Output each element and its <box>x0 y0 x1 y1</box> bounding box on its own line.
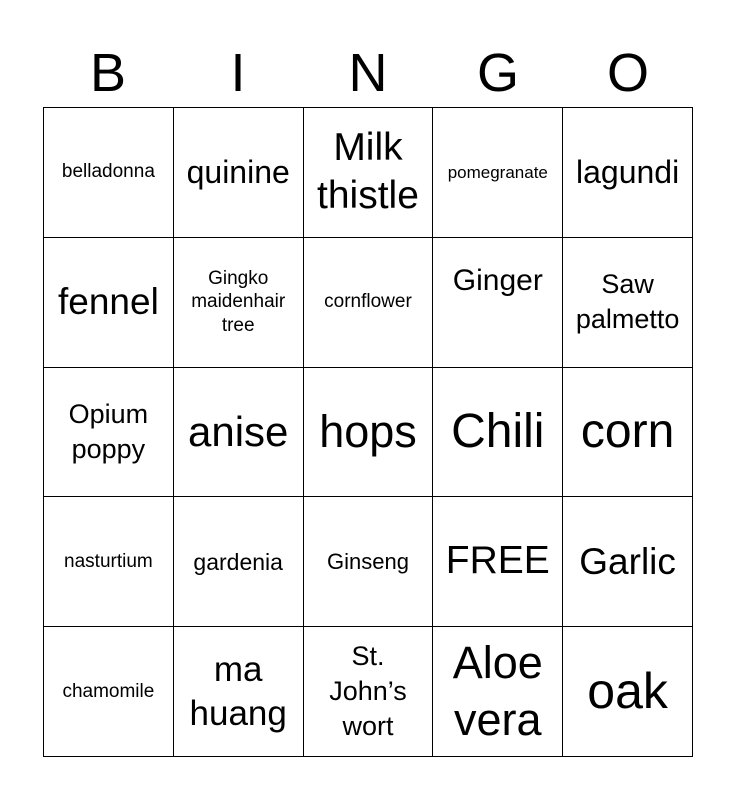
cell-text: Aloe vera <box>452 637 543 745</box>
bingo-cell[interactable] <box>563 627 693 757</box>
cell-text: Ginger <box>452 263 543 297</box>
bingo-cell[interactable] <box>563 497 693 627</box>
cell-text: hops <box>319 406 417 458</box>
cell-text: Chili <box>451 405 545 459</box>
bingo-cell[interactable] <box>433 627 563 757</box>
bingo-cell[interactable] <box>433 238 563 368</box>
bingo-cell[interactable] <box>563 368 693 498</box>
bingo-cell[interactable] <box>174 108 304 238</box>
cell-text: Opium poppy <box>68 398 149 464</box>
bingo-free-cell[interactable] <box>433 497 563 627</box>
cell-text: pomegranate <box>447 162 548 182</box>
cell-text: chamomile <box>62 680 155 702</box>
header-letter-o: O <box>606 43 649 103</box>
header-letter-g: G <box>476 43 519 103</box>
cell-text: Saw palmetto <box>575 269 680 335</box>
bingo-cell[interactable] <box>174 497 304 627</box>
bingo-cell[interactable] <box>433 368 563 498</box>
header-letter-n: N <box>348 43 388 103</box>
cell-text: belladonna <box>61 161 155 183</box>
bingo-cell[interactable] <box>44 627 174 757</box>
bingo-cell[interactable] <box>174 368 304 498</box>
cell-text: Ginseng <box>327 549 409 575</box>
cell-text: ma huang <box>189 649 287 733</box>
cell-text: anise <box>187 407 289 455</box>
bingo-cell[interactable] <box>44 497 174 627</box>
header-letter-b: B <box>89 43 127 103</box>
bingo-cell[interactable] <box>44 108 174 238</box>
bingo-card <box>43 107 693 757</box>
cell-text: oak <box>587 662 668 719</box>
bingo-cell[interactable] <box>433 108 563 238</box>
cell-text: quinine <box>186 154 290 190</box>
cell-text: corn <box>580 405 675 459</box>
free-space-text: FREE <box>445 539 550 583</box>
bingo-header <box>43 38 693 108</box>
bingo-cell[interactable] <box>304 238 434 368</box>
cell-text: cornflower <box>324 291 412 313</box>
bingo-cell[interactable] <box>174 238 304 368</box>
bingo-cell[interactable] <box>44 368 174 498</box>
cell-text: St. John’s wort <box>329 640 407 742</box>
cell-text: Gingko maidenhair tree <box>191 267 286 337</box>
bingo-cell[interactable] <box>44 238 174 368</box>
cell-text: Garlic <box>579 540 676 582</box>
cell-text: fennel <box>57 280 159 322</box>
bingo-cell[interactable] <box>304 627 434 757</box>
bingo-cell[interactable] <box>563 238 693 368</box>
bingo-cell[interactable] <box>174 627 304 757</box>
bingo-cell[interactable] <box>563 108 693 238</box>
cell-text: Milk thistle <box>317 125 419 218</box>
header-letter-i: I <box>230 43 246 103</box>
bingo-cell[interactable] <box>304 368 434 498</box>
bingo-cell[interactable] <box>304 108 434 238</box>
cell-text: lagundi <box>575 154 680 190</box>
bingo-cell[interactable] <box>304 497 434 627</box>
cell-text: gardenia <box>193 548 283 575</box>
cell-text: nasturtium <box>64 550 153 572</box>
